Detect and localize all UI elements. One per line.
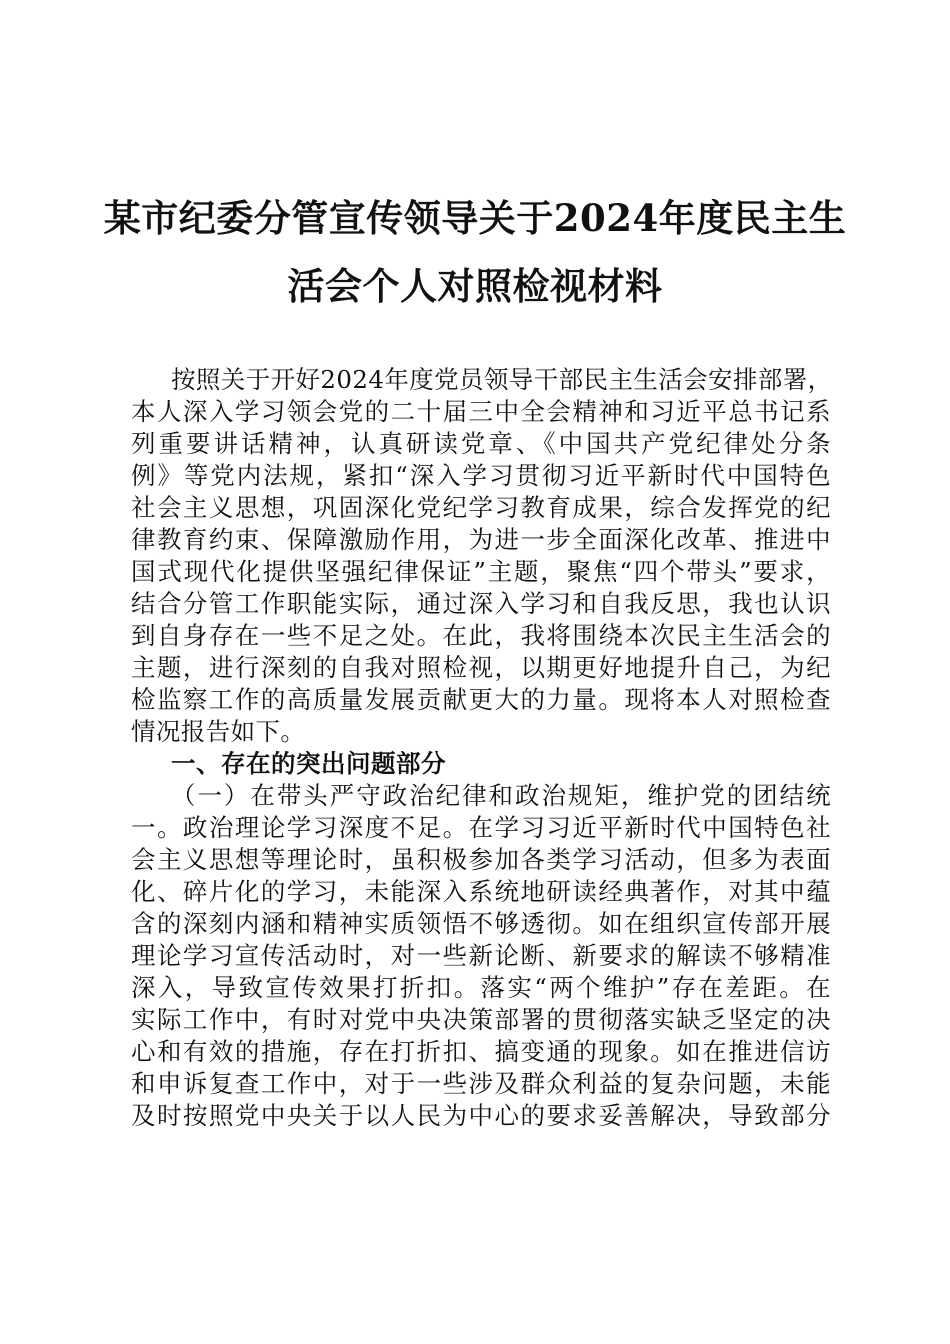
paragraph-line: 一。政治理论学习深度不足。在学习习近平新时代中国特色社 xyxy=(131,813,831,842)
paragraph-line: 本人深入学习领会党的二十届三中全会精神和习近平总书记系 xyxy=(131,397,831,426)
paragraph-line: 深入，导致宣传效果打折扣。落实“两个维护”存在差距。在 xyxy=(131,973,831,1002)
problem-paragraph xyxy=(131,780,831,1132)
paragraph-line: 例》等党内法规，紧扣“深入学习贯彻习近平新时代中国特色 xyxy=(131,461,831,490)
paragraph-line: 情况报告如下。 xyxy=(131,717,306,746)
paragraph-line: 到自身存在一些不足之处。在此，我将围绕本次民主生活会的 xyxy=(131,621,831,650)
paragraph-line: 和申诉复查工作中，对于一些涉及群众利益的复杂问题，未能 xyxy=(131,1069,831,1098)
paragraph-line: 国式现代化提供坚强纪律保证”主题，聚焦“四个带头”要求， xyxy=(131,557,831,586)
paragraph-line: 主题，进行深刻的自我对照检视，以期更好地提升自己，为纪 xyxy=(131,653,831,682)
paragraph-line: 心和有效的措施，存在打折扣、搞变通的现象。如在推进信访 xyxy=(131,1037,831,1066)
intro-paragraph xyxy=(131,364,831,748)
paragraph-line: 实际工作中，有时对党中央决策部署的贯彻落实缺乏坚定的决 xyxy=(131,1005,831,1034)
paragraph-line: 律教育约束、保障激励作用，为进一步全面深化改革、推进中 xyxy=(131,525,831,554)
paragraph-line: 列重要讲话精神，认真研读党章、《中国共产党纪律处分条 xyxy=(131,429,831,458)
paragraph-line: 按照关于开好2024年度党员领导干部民主生活会安排部署， xyxy=(171,365,833,394)
paragraph-line: 及时按照党中央关于以人民为中心的要求妥善解决，导致部分 xyxy=(131,1101,831,1130)
paragraph-line: 理论学习宣传活动时，对一些新论断、新要求的解读不够精准 xyxy=(131,941,831,970)
paragraph-line: （一）在带头严守政治纪律和政治规矩，维护党的团结统 xyxy=(171,781,831,810)
document-title-line-2: 活会个人对照检视材料 xyxy=(287,264,663,308)
paragraph-line: 检监察工作的高质量发展贡献更大的力量。现将本人对照检查 xyxy=(131,685,831,714)
paragraph-line: 社会主义思想，巩固深化党纪学习教育成果，综合发挥党的纪 xyxy=(131,493,831,522)
paragraph-line: 结合分管工作职能实际，通过深入学习和自我反思，我也认识 xyxy=(131,589,831,618)
paragraph-line: 化、碎片化的学习，未能深入系统地研读经典著作，对其中蕴 xyxy=(131,877,831,906)
paragraph-line: 含的深刻内涵和精神实质领悟不够透彻。如在组织宣传部开展 xyxy=(131,909,831,938)
document-body xyxy=(131,364,831,1132)
paragraph-line: 会主义思想等理论时，虽积极参加各类学习活动，但多为表面 xyxy=(131,845,831,874)
document-title-line-1: 某市纪委分管宣传领导关于2024年度民主生 xyxy=(103,196,847,240)
section-heading: 一、存在的突出问题部分 xyxy=(171,749,446,778)
